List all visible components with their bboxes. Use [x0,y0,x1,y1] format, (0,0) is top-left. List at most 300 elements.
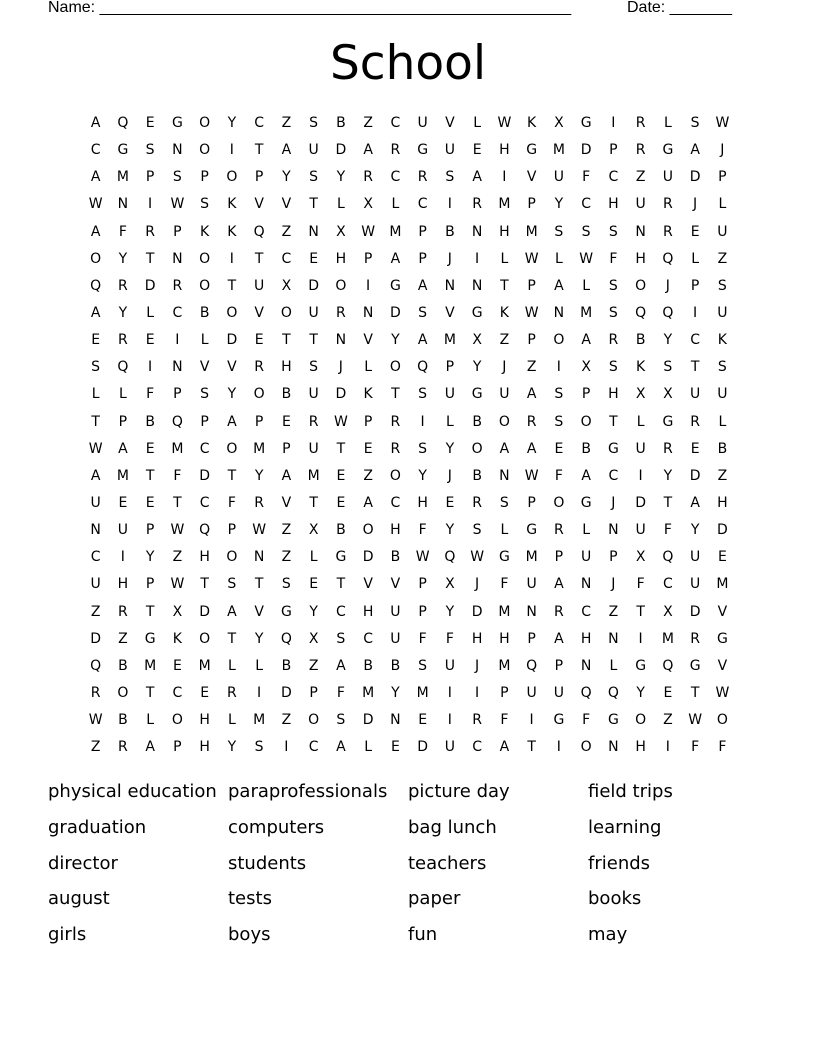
grid-cell[interactable]: A [145,739,155,756]
grid-cell[interactable]: M [253,712,266,729]
grid-cell[interactable]: E [363,440,373,457]
grid-cell[interactable]: J [447,250,452,267]
grid-cell[interactable]: W [170,576,185,593]
grid-cell[interactable]: F [336,684,345,701]
grid-cell[interactable]: L [146,304,155,321]
grid-cell[interactable]: R [690,630,700,647]
grid-cell[interactable]: P [527,196,536,213]
grid-cell[interactable]: Z [717,250,728,267]
grid-cell[interactable]: O [199,250,211,267]
grid-cell[interactable]: R [417,169,428,186]
grid-cell[interactable]: C [608,169,619,186]
grid-cell[interactable]: U [553,684,564,701]
grid-cell[interactable]: S [608,277,618,294]
grid-cell[interactable]: G [662,142,674,159]
grid-cell[interactable]: H [717,494,728,511]
grid-cell[interactable]: O [226,304,238,321]
grid-cell[interactable]: Y [118,304,128,321]
grid-cell[interactable]: Y [336,169,346,186]
grid-cell[interactable]: M [362,684,375,701]
grid-cell[interactable]: L [691,250,700,267]
grid-cell[interactable]: J [693,196,698,213]
grid-cell[interactable]: T [309,332,318,349]
grid-cell[interactable]: A [363,494,373,511]
grid-cell[interactable]: C [608,467,619,484]
grid-cell[interactable]: D [417,739,429,756]
grid-cell[interactable]: U [390,603,401,620]
grid-cell[interactable]: R [118,277,128,294]
grid-cell[interactable]: P [173,223,182,240]
grid-cell[interactable]: O [580,739,592,756]
grid-cell[interactable]: U [90,494,101,511]
grid-cell[interactable]: V [390,576,401,593]
grid-cell[interactable]: A [90,304,101,321]
grid-cell[interactable]: I [175,332,180,349]
grid-cell[interactable]: K [499,304,509,321]
grid-cell[interactable]: Z [281,223,292,240]
grid-cell[interactable]: S [418,440,428,457]
grid-cell[interactable]: U [717,223,728,240]
grid-cell[interactable]: D [362,549,374,566]
grid-cell[interactable]: Z [281,549,292,566]
grid-cell[interactable]: A [554,277,564,294]
grid-cell[interactable]: R [608,332,619,349]
grid-cell[interactable]: P [527,494,536,511]
grid-cell[interactable]: A [281,142,292,159]
grid-cell[interactable]: F [173,467,182,484]
grid-cell[interactable]: F [718,739,727,756]
grid-cell[interactable]: X [308,630,319,647]
grid-cell[interactable]: U [417,115,428,131]
grid-cell[interactable]: N [172,359,183,376]
grid-cell[interactable]: O [389,467,401,484]
grid-cell[interactable]: G [553,712,565,729]
grid-cell[interactable]: V [254,603,264,620]
grid-cell[interactable]: E [145,332,155,349]
grid-cell[interactable]: X [336,223,346,240]
grid-cell[interactable]: X [281,277,292,294]
grid-cell[interactable]: E [663,684,673,701]
grid-cell[interactable]: Q [662,250,674,267]
grid-cell[interactable]: P [254,169,264,186]
grid-cell[interactable]: C [390,115,401,131]
grid-cell[interactable]: M [498,603,511,620]
grid-cell[interactable]: X [172,603,183,620]
grid-cell[interactable]: C [417,196,428,213]
grid-cell[interactable]: W [170,522,185,539]
grid-cell[interactable]: M [144,657,157,674]
grid-cell[interactable]: U [444,386,455,403]
grid-cell[interactable]: H [608,196,619,213]
grid-cell[interactable]: L [309,549,318,566]
grid-cell[interactable]: R [336,304,346,321]
grid-cell[interactable]: E [690,223,700,240]
grid-cell[interactable]: F [418,630,427,647]
grid-cell[interactable]: U [635,440,646,457]
grid-cell[interactable]: D [689,467,701,484]
grid-cell[interactable]: P [500,684,509,701]
grid-cell[interactable]: J [475,576,480,593]
grid-cell[interactable]: A [499,440,510,457]
grid-cell[interactable]: L [391,196,400,213]
grid-cell[interactable]: Y [282,169,291,186]
grid-cell[interactable]: C [581,603,592,620]
grid-cell[interactable]: D [335,142,347,159]
grid-cell[interactable]: V [227,359,237,376]
grid-cell[interactable]: X [663,603,673,620]
grid-cell[interactable]: W [252,522,267,539]
grid-cell[interactable]: K [227,196,237,213]
grid-cell[interactable]: E [390,739,400,756]
grid-cell[interactable]: R [554,522,564,539]
grid-cell[interactable]: B [281,386,292,403]
grid-cell[interactable]: D [335,386,347,403]
grid-cell[interactable]: B [390,657,401,674]
grid-cell[interactable]: Y [690,522,700,539]
grid-cell[interactable]: L [445,413,454,430]
grid-cell[interactable]: Z [172,549,183,566]
grid-cell[interactable]: R [526,413,537,430]
grid-cell[interactable]: Q [253,223,265,240]
grid-cell[interactable]: R [635,115,646,131]
grid-cell[interactable]: T [500,277,509,294]
grid-cell[interactable]: T [690,684,700,701]
grid-cell[interactable]: D [716,522,728,539]
grid-cell[interactable]: C [281,250,292,267]
grid-cell[interactable]: N [580,657,592,674]
grid-cell[interactable]: R [663,440,673,457]
grid-cell[interactable]: P [718,169,727,186]
grid-cell[interactable]: O [362,522,374,539]
grid-cell[interactable]: H [580,630,592,647]
grid-cell[interactable]: Z [717,467,728,484]
grid-cell[interactable]: O [635,712,647,729]
grid-cell[interactable]: D [635,494,647,511]
grid-cell[interactable]: R [472,196,482,213]
grid-cell[interactable]: D [580,142,592,159]
grid-cell[interactable]: C [254,115,265,131]
grid-cell[interactable]: E [309,250,319,267]
grid-cell[interactable]: U [499,386,510,403]
grid-cell[interactable]: A [90,169,101,186]
grid-cell[interactable]: P [418,576,427,593]
grid-cell[interactable]: N [635,223,646,240]
grid-cell[interactable]: R [308,413,319,430]
grid-cell[interactable]: A [363,142,373,159]
grid-cell[interactable]: I [257,684,262,701]
grid-cell[interactable]: X [635,386,646,403]
grid-cell[interactable]: B [581,440,591,457]
grid-cell[interactable]: Y [227,386,237,403]
grid-cell[interactable]: P [227,522,237,539]
grid-cell[interactable]: N [117,196,129,213]
grid-cell[interactable]: E [254,332,264,349]
grid-cell[interactable]: U [690,549,701,566]
grid-cell[interactable]: P [418,223,427,240]
grid-cell[interactable]: N [471,223,483,240]
grid-cell[interactable]: R [690,413,700,430]
grid-cell[interactable]: V [281,196,292,213]
grid-cell[interactable]: R [118,332,128,349]
grid-cell[interactable]: Y [472,359,482,376]
grid-cell[interactable]: W [524,304,539,321]
grid-cell[interactable]: I [475,250,480,267]
grid-cell[interactable]: G [335,549,347,566]
grid-cell[interactable]: T [391,386,400,403]
grid-cell[interactable]: S [91,359,101,376]
grid-cell[interactable]: E [309,576,319,593]
grid-cell[interactable]: G [662,413,674,430]
grid-cell[interactable]: H [199,739,210,756]
grid-cell[interactable]: M [443,332,456,349]
grid-cell[interactable]: L [364,359,373,376]
grid-cell[interactable]: D [144,277,156,294]
grid-cell[interactable]: T [227,277,237,294]
grid-cell[interactable]: M [171,440,184,457]
grid-cell[interactable]: O [635,277,647,294]
grid-cell[interactable]: W [579,250,594,267]
grid-cell[interactable]: T [91,413,100,430]
grid-cell[interactable]: P [145,169,155,186]
grid-cell[interactable]: S [172,169,182,186]
grid-cell[interactable]: P [173,739,182,756]
grid-cell[interactable]: Z [90,739,101,756]
grid-cell[interactable]: Y [118,250,128,267]
grid-cell[interactable]: L [663,115,672,131]
grid-cell[interactable]: H [417,494,428,511]
grid-cell[interactable]: H [199,549,210,566]
grid-cell[interactable]: O [498,413,510,430]
grid-cell[interactable]: I [556,739,561,756]
grid-cell[interactable]: A [118,440,128,457]
grid-cell[interactable]: N [90,522,101,539]
grid-cell[interactable]: N [499,467,510,484]
grid-cell[interactable]: T [636,603,645,620]
grid-cell[interactable]: M [498,657,511,674]
grid-cell[interactable]: B [145,413,155,430]
grid-cell[interactable]: I [120,549,125,566]
grid-cell[interactable]: X [363,196,373,213]
grid-cell[interactable]: H [499,142,510,159]
grid-cell[interactable]: A [581,467,591,484]
grid-cell[interactable]: E [281,413,291,430]
grid-cell[interactable]: R [172,277,183,294]
grid-cell[interactable]: P [145,576,155,593]
grid-cell[interactable]: I [611,115,616,131]
grid-cell[interactable]: D [389,304,401,321]
grid-cell[interactable]: S [717,277,727,294]
grid-cell[interactable]: Q [662,304,674,321]
grid-cell[interactable]: N [444,277,456,294]
grid-cell[interactable]: U [690,386,701,403]
grid-cell[interactable]: P [363,250,373,267]
grid-cell[interactable]: E [145,494,155,511]
grid-cell[interactable]: S [690,115,700,131]
grid-cell[interactable]: I [447,712,452,729]
grid-cell[interactable]: A [227,603,237,620]
grid-cell[interactable]: W [170,196,185,213]
grid-cell[interactable]: B [118,657,128,674]
grid-cell[interactable]: R [227,684,237,701]
grid-cell[interactable]: I [693,304,698,321]
grid-cell[interactable]: I [420,413,425,430]
grid-cell[interactable]: M [661,630,674,647]
grid-cell[interactable]: Z [363,115,373,131]
grid-cell[interactable]: B [336,522,346,539]
grid-cell[interactable]: T [254,250,264,267]
grid-cell[interactable]: L [118,386,127,403]
grid-cell[interactable]: D [226,332,238,349]
grid-cell[interactable]: B [390,549,401,566]
grid-cell[interactable]: K [200,223,210,240]
grid-cell[interactable]: V [254,196,264,213]
grid-cell[interactable]: Z [281,522,292,539]
grid-cell[interactable]: M [198,657,211,674]
grid-cell[interactable]: L [255,657,264,674]
grid-cell[interactable]: Y [663,332,673,349]
grid-cell[interactable]: S [554,223,564,240]
grid-cell[interactable]: S [472,522,482,539]
grid-cell[interactable]: N [471,277,483,294]
grid-cell[interactable]: L [582,277,591,294]
grid-cell[interactable]: X [554,115,564,131]
grid-cell[interactable]: S [717,359,727,376]
grid-cell[interactable]: J [475,657,480,674]
grid-cell[interactable]: Y [445,440,455,457]
grid-cell[interactable]: L [200,332,209,349]
grid-cell[interactable]: U [717,304,728,321]
grid-cell[interactable]: C [172,304,183,321]
grid-cell[interactable]: Y [636,684,645,701]
grid-cell[interactable]: T [173,494,182,511]
grid-cell[interactable]: S [554,386,564,403]
grid-cell[interactable]: U [254,277,265,294]
grid-cell[interactable]: E [445,494,455,511]
grid-cell[interactable]: P [254,413,264,430]
grid-cell[interactable]: B [472,467,482,484]
grid-cell[interactable]: L [364,739,373,756]
grid-cell[interactable]: M [580,304,593,321]
grid-cell[interactable]: N [608,630,619,647]
grid-cell[interactable]: G [417,142,429,159]
grid-cell[interactable]: V [717,603,728,620]
grid-cell[interactable]: L [91,386,100,403]
grid-cell[interactable]: E [336,494,346,511]
grid-cell[interactable]: Q [662,657,674,674]
grid-cell[interactable]: L [473,115,482,131]
grid-cell[interactable]: B [472,413,482,430]
grid-cell[interactable]: E [690,440,700,457]
grid-cell[interactable]: O [253,386,265,403]
grid-cell[interactable]: M [716,576,729,593]
grid-cell[interactable]: Y [254,630,264,647]
grid-cell[interactable]: V [363,332,373,349]
grid-cell[interactable]: E [172,657,182,674]
grid-cell[interactable]: F [636,576,645,593]
grid-cell[interactable]: F [500,576,509,593]
grid-cell[interactable]: Q [117,359,129,376]
grid-cell[interactable]: F [445,630,454,647]
grid-cell[interactable]: F [227,494,236,511]
grid-cell[interactable]: O [226,169,238,186]
grid-cell[interactable]: Y [391,684,400,701]
grid-cell[interactable]: W [361,223,376,240]
grid-cell[interactable]: Q [280,630,292,647]
grid-cell[interactable]: T [309,494,318,511]
grid-cell[interactable]: T [145,467,155,484]
grid-cell[interactable]: A [336,739,346,756]
grid-cell[interactable]: T [227,467,237,484]
grid-cell[interactable]: J [338,359,343,376]
grid-cell[interactable]: R [663,223,673,240]
grid-cell[interactable]: V [363,576,373,593]
grid-cell[interactable]: E [554,440,564,457]
grid-cell[interactable]: G [144,630,156,647]
grid-cell[interactable]: K [363,386,373,403]
grid-cell[interactable]: F [582,712,591,729]
grid-cell[interactable]: N [553,304,565,321]
grid-cell[interactable]: C [335,603,346,620]
grid-cell[interactable]: Z [363,467,373,484]
grid-cell[interactable]: S [336,630,346,647]
grid-cell[interactable]: V [526,169,537,186]
grid-cell[interactable]: E [418,712,428,729]
grid-cell[interactable]: X [663,386,673,403]
grid-cell[interactable]: S [418,386,428,403]
grid-cell[interactable]: H [117,576,129,593]
grid-cell[interactable]: H [199,712,210,729]
grid-cell[interactable]: U [581,549,592,566]
grid-cell[interactable]: Y [145,549,155,566]
grid-cell[interactable]: R [254,494,264,511]
grid-cell[interactable]: G [635,657,647,674]
grid-cell[interactable]: L [582,522,591,539]
grid-cell[interactable]: N [390,712,401,729]
grid-cell[interactable]: H [335,250,347,267]
grid-cell[interactable]: A [417,332,428,349]
grid-cell[interactable]: F [691,739,700,756]
grid-cell[interactable]: U [117,522,128,539]
grid-cell[interactable]: R [472,712,482,729]
grid-cell[interactable]: L [227,712,236,729]
grid-cell[interactable]: O [171,712,183,729]
grid-cell[interactable]: Z [281,115,292,131]
grid-cell[interactable]: U [390,630,401,647]
grid-cell[interactable]: S [145,142,155,159]
grid-cell[interactable]: U [444,142,455,159]
grid-cell[interactable]: C [690,332,701,349]
grid-cell[interactable]: Y [418,467,427,484]
grid-cell[interactable]: Y [309,603,318,620]
grid-cell[interactable]: I [556,359,561,376]
grid-cell[interactable]: U [635,196,646,213]
grid-cell[interactable]: F [118,223,127,240]
grid-cell[interactable]: Z [608,603,619,620]
grid-cell[interactable]: S [608,304,618,321]
grid-cell[interactable]: K [172,630,182,647]
grid-cell[interactable]: P [200,413,209,430]
grid-cell[interactable]: J [720,142,725,159]
grid-cell[interactable]: R [472,494,482,511]
grid-cell[interactable]: W [524,250,539,267]
grid-cell[interactable]: F [609,250,618,267]
grid-cell[interactable]: Y [391,332,400,349]
grid-cell[interactable]: R [554,603,564,620]
grid-cell[interactable]: A [227,413,237,430]
grid-cell[interactable]: A [90,115,101,131]
grid-cell[interactable]: O [199,630,211,647]
grid-cell[interactable]: X [445,576,455,593]
